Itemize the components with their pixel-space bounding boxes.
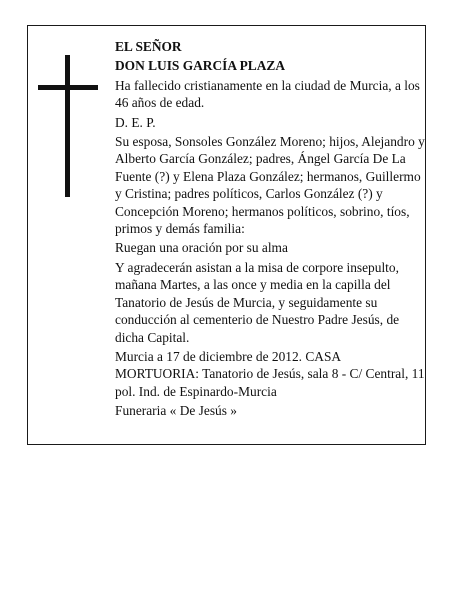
cross-horizontal-bar [38, 85, 98, 90]
family-list: Su esposa, Sonsoles González Moreno; hijos, Alejandro y Alberto García González; padres, Ángel García De La Fuente (?) y Elena Plaza González; hermanos, Guillermo y Cristina; padres políticos, Carlos González (?) y Concepción Moreno; hermanos políticos, sobrino, tíos, primos y demás familia: [115, 134, 425, 237]
deceased-name: DON LUIS GARCÍA PLAZA [115, 58, 286, 74]
location-date: Murcia a 17 de diciembre de 2012. CASA MORTUORIA: Tanatorio de Jesús, sala 8 - C/ Central, 11 pol. Ind. de Espinardo-Murcia [115, 348, 425, 399]
cross-icon [38, 55, 98, 197]
funeral-home: Funeraria « De Jesús » [115, 403, 237, 419]
title-line-1: EL SEÑOR [115, 39, 182, 54]
rip-text: D. E. P. [115, 114, 156, 130]
death-statement: Ha fallecido cristianamente en la ciudad de Murcia, a los 46 años de edad. [115, 77, 420, 111]
prayer-request: Ruegan una oración por su alma [115, 240, 288, 256]
mass-details: Y agradecerán asistan a la misa de corpore insepulto, mañana Martes, a las once y media en la capilla del Tanatorio de Jesús de Murcia, y seguidamente su conducción al cementerio de Nuestro Padre Jesús, de dicha Capital. [115, 259, 400, 345]
cross-vertical-bar [65, 55, 70, 197]
obituary-text [115, 38, 425, 422]
